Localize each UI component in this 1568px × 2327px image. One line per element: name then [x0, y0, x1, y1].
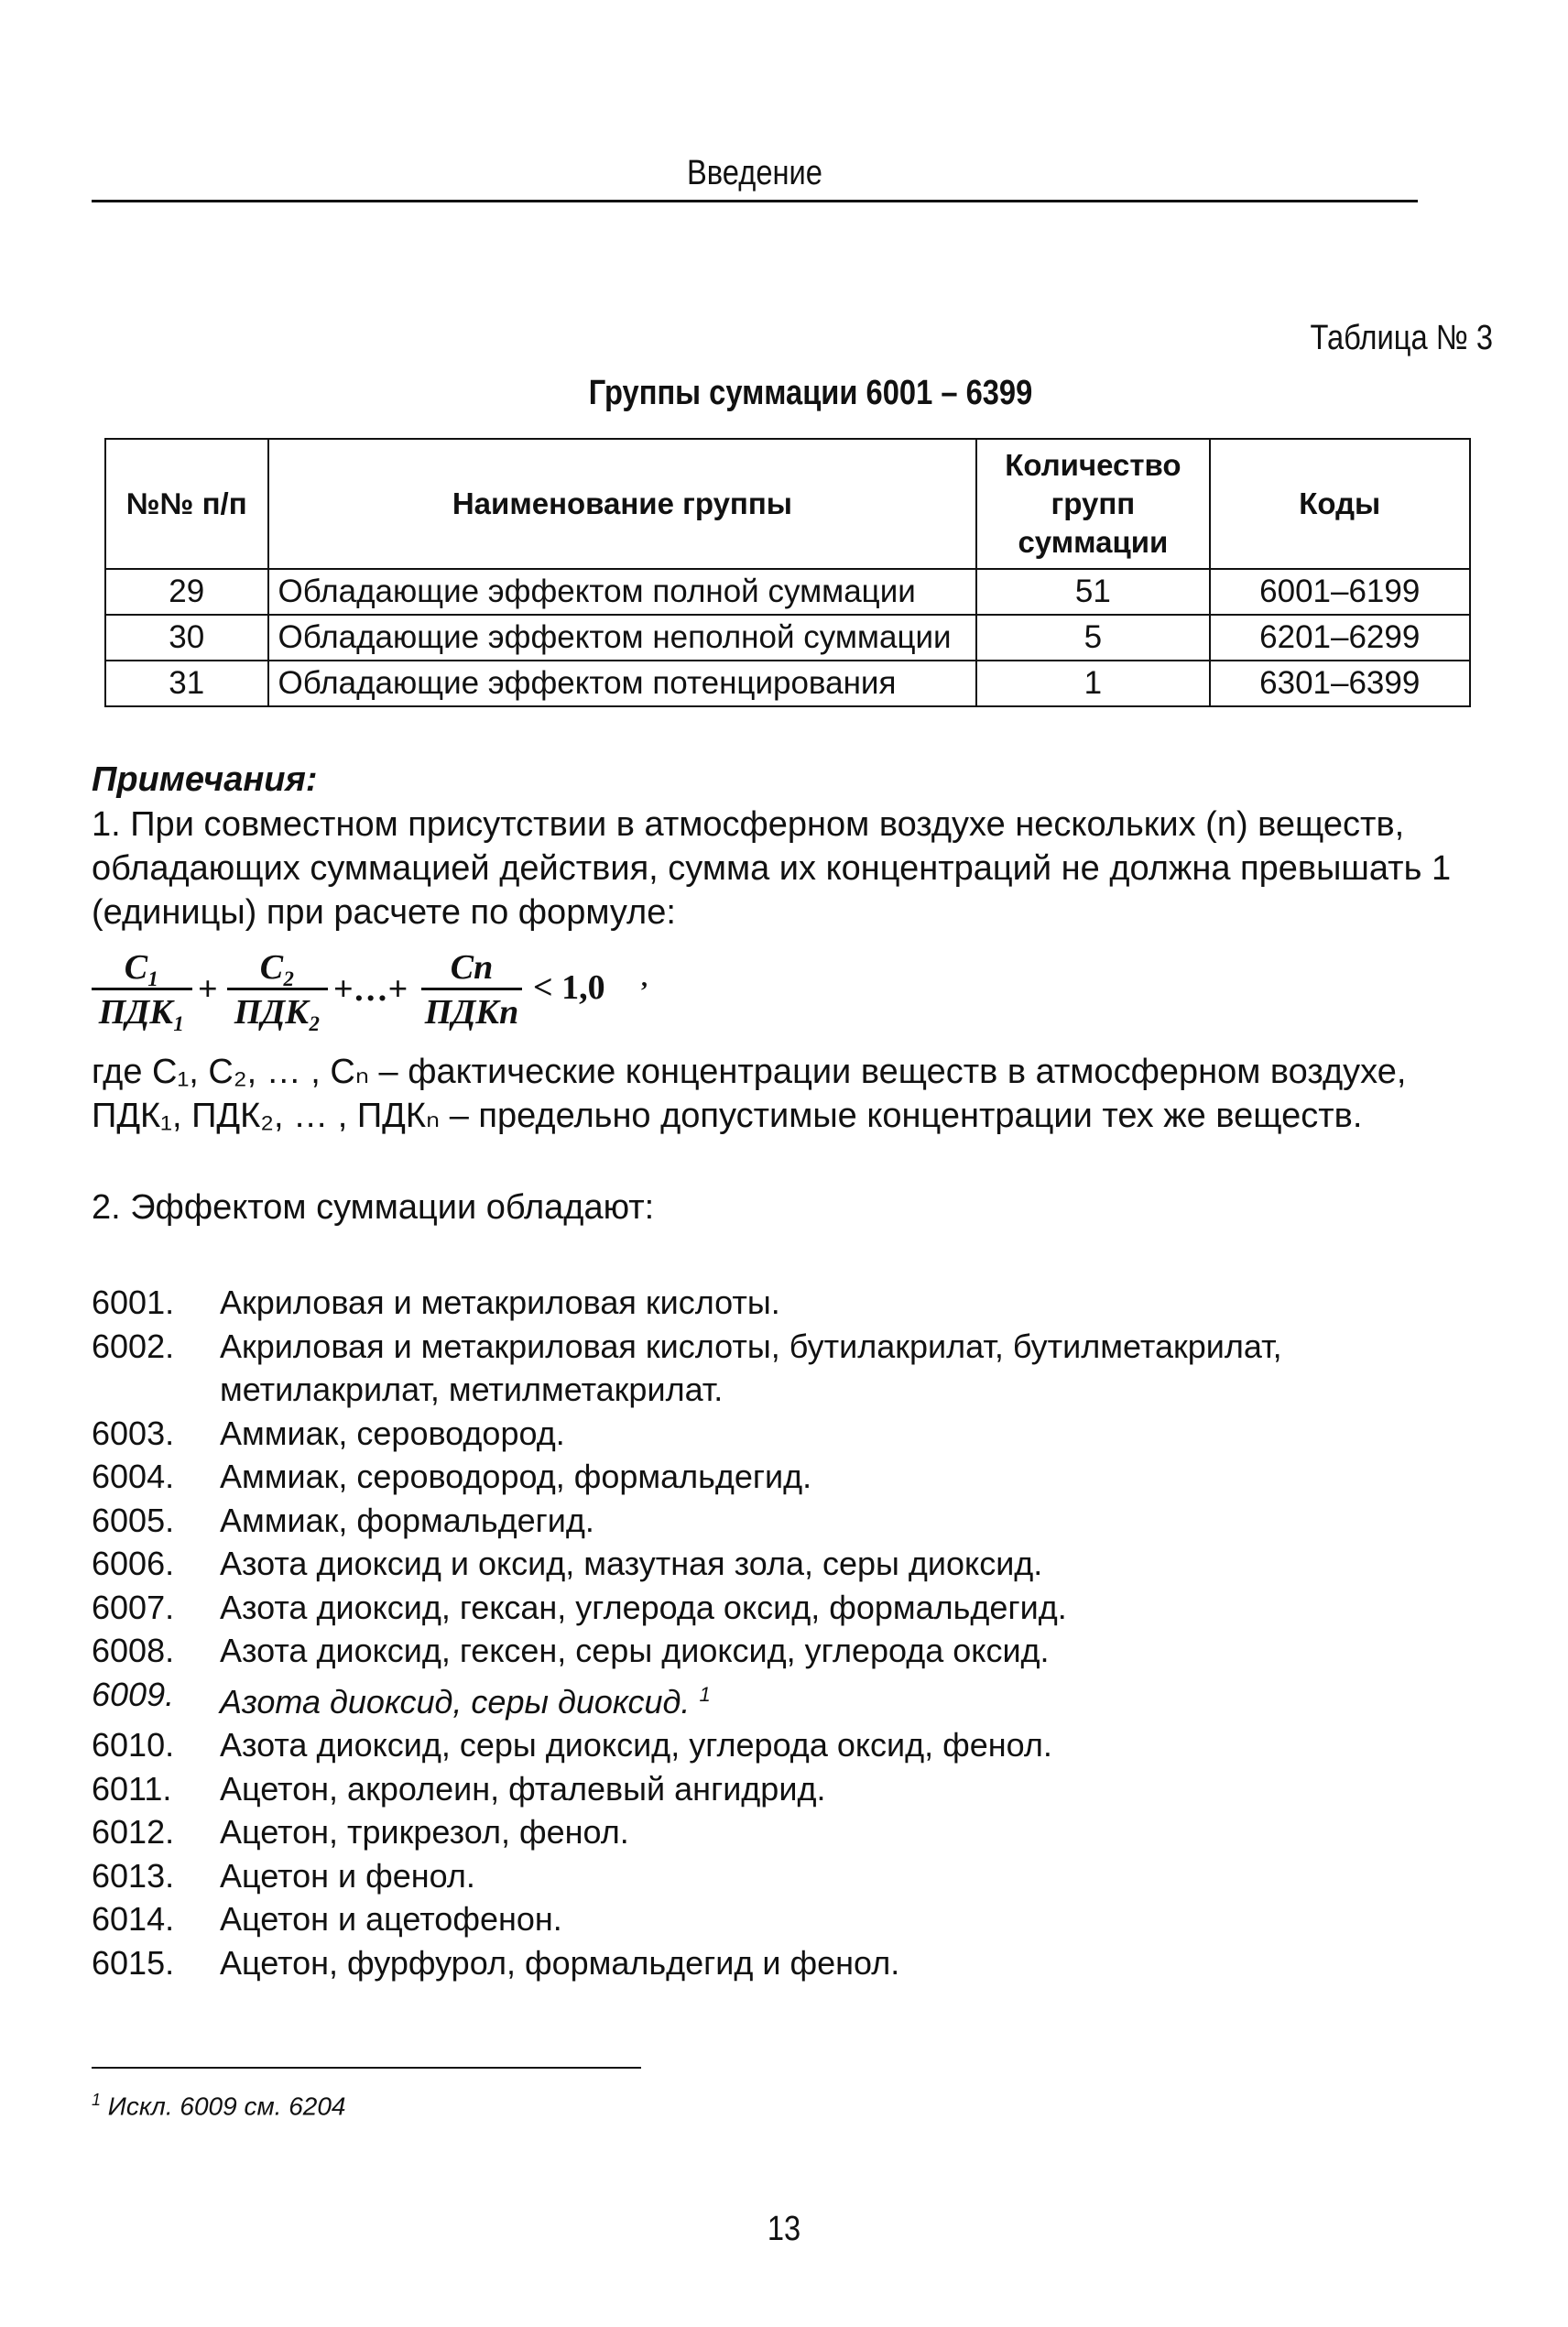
- table-number-label: Таблица № 3: [1310, 319, 1493, 357]
- fraction-1-denominator: ПДК₁: [98, 993, 186, 1032]
- item-text: Ацетон, фурфурол, формальдегид и фенол.: [220, 1943, 900, 1982]
- row-codes: 6301–6399: [1210, 661, 1471, 706]
- footnote-mark: 1: [92, 2091, 102, 2109]
- item-code: 6005.: [92, 1501, 175, 1539]
- row-number: 29: [105, 569, 268, 615]
- list-item: [92, 1810, 1493, 1854]
- footnote-text: Искл. 6009 см. 6204: [107, 2092, 346, 2121]
- summation-formula: [92, 947, 733, 1035]
- item-text: Азота диоксид, гексан, углерода оксид, формальдегид.: [220, 1588, 1067, 1626]
- list-item: [92, 1723, 1493, 1767]
- row-group-name: Обладающие эффектом неполной суммации: [268, 615, 977, 661]
- item-code: 6004.: [92, 1458, 175, 1495]
- fraction-1-numerator: C₁: [124, 948, 160, 987]
- item-text: Акриловая и метакриловая кислоты, бутилакрилат, бутилметакрилат, метилакрилат, метилметакрилат.: [220, 1327, 1282, 1408]
- fraction-1: [92, 947, 192, 1034]
- item-text: Азота диоксид, серы диоксид.: [220, 1682, 691, 1721]
- list-item: [92, 1941, 1493, 1985]
- row-group-count: 51: [976, 569, 1209, 615]
- item-text: Ацетон, трикрезол, фенол.: [220, 1813, 629, 1851]
- comparison: < 1,0: [533, 968, 605, 1007]
- item-text: Аммиак, сероводород.: [220, 1414, 565, 1452]
- table-row: [105, 615, 1470, 661]
- note-2-text: 2. Эффектом суммации обладают:: [92, 1188, 655, 1227]
- row-number: 30: [105, 615, 268, 661]
- fraction-3-numerator: Cn: [450, 948, 494, 987]
- item-text: Ацетон и ацетофенон.: [220, 1900, 562, 1938]
- list-item: [92, 1455, 1493, 1499]
- footnote-rule: [92, 2067, 641, 2069]
- list-item: [92, 1281, 1493, 1325]
- item-code: 6011.: [92, 1769, 172, 1808]
- item-code: 6013.: [92, 1856, 175, 1895]
- fraction-2: [227, 947, 328, 1034]
- item-code: 6009.: [92, 1675, 175, 1713]
- item-text-container: [220, 1673, 1493, 1724]
- row-group-count: 5: [976, 615, 1209, 661]
- row-group-name: Обладающие эффектом полной суммации: [268, 569, 977, 615]
- page-header-title: Введение: [687, 154, 822, 192]
- column-header-group-count: Количество групп суммации: [976, 439, 1209, 569]
- item-code: 6015.: [92, 1943, 175, 1982]
- item-code: 6014.: [92, 1900, 175, 1938]
- fraction-2-numerator: C₂: [259, 948, 296, 987]
- item-text: Ацетон, акролеин, фталевый ангидрид.: [220, 1769, 826, 1808]
- table-title: Группы суммации 6001 – 6399: [588, 374, 1033, 412]
- item-text: Азота диоксид, гексен, серы диоксид, углерода оксид.: [220, 1632, 1050, 1669]
- list-item: [92, 1586, 1493, 1630]
- table-header-row: [105, 439, 1470, 569]
- item-text: Азота диоксид и оксид, мазутная зола, серы диоксид.: [220, 1545, 1043, 1582]
- header-rule: [92, 200, 1418, 202]
- list-item: [92, 1412, 1493, 1456]
- item-code: 6012.: [92, 1813, 175, 1851]
- summation-list: [92, 1281, 1493, 1984]
- row-group-name: Обладающие эффектом потенцирования: [268, 661, 977, 706]
- summation-groups-table: [104, 438, 1471, 707]
- list-item: [92, 1629, 1493, 1673]
- plus-sign: +: [198, 970, 218, 1009]
- column-header-group-name: Наименование группы: [268, 439, 977, 569]
- item-code: 6008.: [92, 1632, 175, 1669]
- note-1-text: 1. При совместном присутствии в атмосферном воздухе нескольких (n) веществ, обладающих суммацией действия, сумма их концентраций не должна превышать 1 (единицы) при расчете по формуле:: [92, 805, 1452, 932]
- page-number: 13: [767, 2210, 801, 2248]
- fraction-2-denominator: ПДК₂: [234, 993, 321, 1032]
- fraction-3: [421, 947, 522, 1034]
- row-group-count: 1: [976, 661, 1209, 706]
- item-code: 6001.: [92, 1284, 175, 1321]
- item-code: 6007.: [92, 1588, 175, 1626]
- row-codes: 6001–6199: [1210, 569, 1471, 615]
- fraction-3-denominator: ПДКn: [424, 993, 519, 1032]
- list-item: [92, 1854, 1493, 1898]
- notes-heading: Примечания:: [92, 760, 318, 799]
- item-code: 6003.: [92, 1414, 175, 1452]
- item-text: Акриловая и метакриловая кислоты.: [220, 1284, 780, 1321]
- list-item-excluded: [92, 1673, 1493, 1724]
- column-header-number: №№ п/п: [105, 439, 268, 569]
- item-text: Ацетон и фенол.: [220, 1856, 475, 1895]
- list-item: [92, 1542, 1493, 1586]
- list-item: [92, 1499, 1493, 1543]
- list-item: [92, 1767, 1493, 1811]
- footnote: [92, 2091, 346, 2121]
- formula-explanation: где C₁, C₂, … , Cₙ – фактические концентрации веществ в атмосферном воздухе, ПДК₁, ПДК₂, … , ПДКₙ – предельно допустимые концентрации тех же веществ.: [92, 1053, 1407, 1135]
- list-item: [92, 1897, 1493, 1941]
- row-number: 31: [105, 661, 268, 706]
- item-text: Аммиак, сероводород, формальдегид.: [220, 1458, 812, 1495]
- item-text: Азота диоксид, серы диоксид, углерода оксид, фенол.: [220, 1726, 1052, 1764]
- item-text: Аммиак, формальдегид.: [220, 1501, 594, 1539]
- table-row: [105, 569, 1470, 615]
- row-codes: 6201–6299: [1210, 615, 1471, 661]
- table-row: [105, 661, 1470, 706]
- footnote-reference-mark: 1: [699, 1682, 711, 1706]
- ellipsis-sum: +…+: [333, 970, 408, 1009]
- list-item: [92, 1325, 1493, 1412]
- column-header-codes: Коды: [1210, 439, 1471, 569]
- item-code: 6002.: [92, 1327, 175, 1365]
- item-code: 6006.: [92, 1545, 175, 1582]
- formula-comma: ,: [641, 964, 648, 992]
- item-code: 6010.: [92, 1726, 175, 1764]
